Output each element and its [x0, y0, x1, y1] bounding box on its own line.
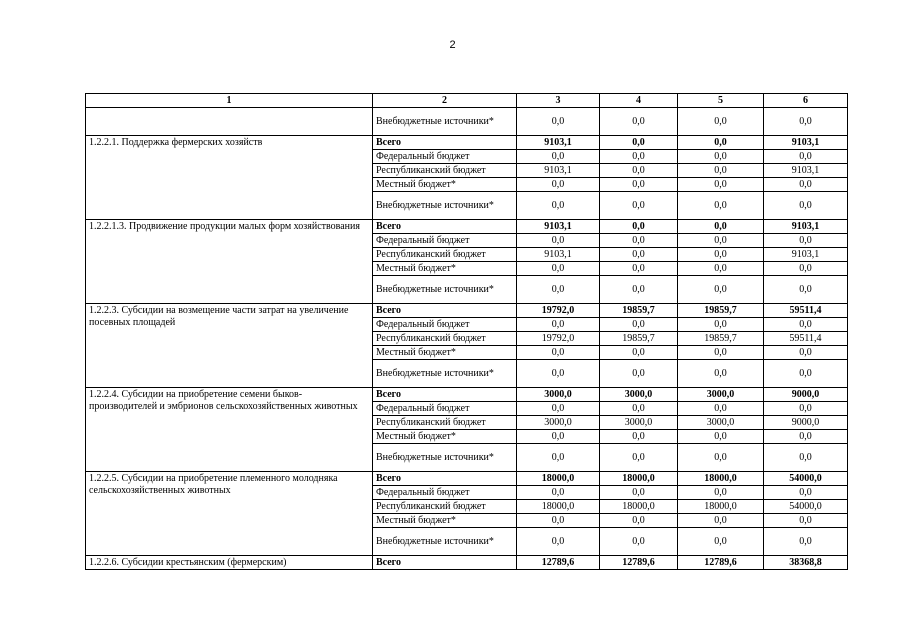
- header-cell: 3: [517, 94, 600, 108]
- value-cell: 9103,1: [764, 164, 848, 178]
- value-cell: 3000,0: [517, 416, 600, 430]
- source-cell: Федеральный бюджет: [373, 150, 517, 164]
- source-cell: Федеральный бюджет: [373, 486, 517, 500]
- value-cell: 0,0: [600, 164, 678, 178]
- value-cell: 0,0: [678, 430, 764, 444]
- source-cell: Всего: [373, 388, 517, 402]
- value-cell: 0,0: [517, 178, 600, 192]
- source-cell: Местный бюджет*: [373, 430, 517, 444]
- source-cell: Всего: [373, 136, 517, 150]
- source-cell: Внебюджетные источники*: [373, 108, 517, 136]
- source-cell: Внебюджетные источники*: [373, 360, 517, 388]
- value-cell: 0,0: [517, 192, 600, 220]
- value-cell: 0,0: [517, 430, 600, 444]
- source-cell: Внебюджетные источники*: [373, 276, 517, 304]
- value-cell: 0,0: [678, 528, 764, 556]
- source-cell: Республиканский бюджет: [373, 500, 517, 514]
- header-cell: 5: [678, 94, 764, 108]
- table-row: [86, 388, 848, 402]
- value-cell: 0,0: [517, 276, 600, 304]
- value-cell: 9000,0: [764, 388, 848, 402]
- value-cell: 0,0: [764, 178, 848, 192]
- value-cell: 0,0: [600, 402, 678, 416]
- value-cell: 0,0: [764, 150, 848, 164]
- table-row: [86, 556, 848, 570]
- source-cell: Республиканский бюджет: [373, 416, 517, 430]
- value-cell: 0,0: [764, 444, 848, 472]
- value-cell: 0,0: [678, 276, 764, 304]
- program-name-cell: 1.2.2.1.3. Продвижение продукции малых форм хозяйствования: [86, 220, 373, 304]
- value-cell: 0,0: [678, 192, 764, 220]
- value-cell: 0,0: [678, 178, 764, 192]
- value-cell: 0,0: [600, 430, 678, 444]
- value-cell: 0,0: [600, 192, 678, 220]
- source-cell: Всего: [373, 304, 517, 318]
- header-cell: 2: [373, 94, 517, 108]
- source-cell: Республиканский бюджет: [373, 164, 517, 178]
- value-cell: 0,0: [600, 248, 678, 262]
- value-cell: 0,0: [517, 514, 600, 528]
- value-cell: 0,0: [517, 528, 600, 556]
- value-cell: 18000,0: [517, 472, 600, 486]
- value-cell: 9103,1: [764, 248, 848, 262]
- value-cell: 0,0: [678, 514, 764, 528]
- source-cell: Федеральный бюджет: [373, 318, 517, 332]
- header-cell: 1: [86, 94, 373, 108]
- value-cell: 0,0: [517, 486, 600, 500]
- value-cell: 0,0: [600, 150, 678, 164]
- value-cell: 0,0: [678, 108, 764, 136]
- value-cell: 0,0: [678, 444, 764, 472]
- value-cell: 0,0: [764, 318, 848, 332]
- page-number: 2: [449, 39, 456, 51]
- value-cell: 3000,0: [600, 388, 678, 402]
- table-row: [86, 472, 848, 486]
- table-row: [86, 220, 848, 234]
- source-cell: Федеральный бюджет: [373, 402, 517, 416]
- value-cell: 0,0: [678, 248, 764, 262]
- program-name-cell: 1.2.2.1. Поддержка фермерских хозяйств: [86, 136, 373, 220]
- value-cell: 0,0: [678, 234, 764, 248]
- value-cell: 0,0: [678, 318, 764, 332]
- value-cell: 0,0: [678, 486, 764, 500]
- value-cell: 0,0: [764, 276, 848, 304]
- value-cell: 9000,0: [764, 416, 848, 430]
- source-cell: Местный бюджет*: [373, 178, 517, 192]
- program-name-cell: 1.2.2.4. Субсидии на приобретение семени быков-производителей и эмбрионов сельскохозяйственных животных: [86, 388, 373, 472]
- value-cell: 0,0: [678, 402, 764, 416]
- value-cell: 0,0: [764, 346, 848, 360]
- value-cell: 0,0: [600, 234, 678, 248]
- table-row: [86, 136, 848, 150]
- value-cell: 9103,1: [517, 164, 600, 178]
- value-cell: 0,0: [600, 262, 678, 276]
- value-cell: 9103,1: [764, 136, 848, 150]
- value-cell: 0,0: [517, 360, 600, 388]
- value-cell: 59511,4: [764, 332, 848, 346]
- value-cell: 12789,6: [517, 556, 600, 570]
- value-cell: 0,0: [517, 444, 600, 472]
- header-cell: 6: [764, 94, 848, 108]
- value-cell: 59511,4: [764, 304, 848, 318]
- source-cell: Внебюджетные источники*: [373, 192, 517, 220]
- value-cell: 3000,0: [678, 416, 764, 430]
- program-name-cell: 1.2.2.5. Субсидии на приобретение племенного молодняка сельскохозяйственных животных: [86, 472, 373, 556]
- value-cell: 0,0: [600, 528, 678, 556]
- source-cell: Местный бюджет*: [373, 262, 517, 276]
- source-cell: Всего: [373, 556, 517, 570]
- table-row: [86, 108, 848, 136]
- value-cell: 18000,0: [600, 500, 678, 514]
- value-cell: 0,0: [764, 430, 848, 444]
- value-cell: 0,0: [678, 164, 764, 178]
- program-name-cell: 1.2.2.6. Субсидии крестьянским (фермерским): [86, 556, 373, 570]
- value-cell: 0,0: [764, 402, 848, 416]
- program-name-cell: 1.2.2.3. Субсидии на возмещение части затрат на увеличение посевных площадей: [86, 304, 373, 388]
- value-cell: 0,0: [764, 528, 848, 556]
- value-cell: 0,0: [600, 514, 678, 528]
- source-cell: Всего: [373, 472, 517, 486]
- value-cell: 0,0: [517, 150, 600, 164]
- value-cell: 0,0: [678, 360, 764, 388]
- value-cell: 19859,7: [678, 332, 764, 346]
- value-cell: 19792,0: [517, 304, 600, 318]
- value-cell: 19859,7: [678, 304, 764, 318]
- value-cell: 54000,0: [764, 472, 848, 486]
- value-cell: 18000,0: [678, 500, 764, 514]
- source-cell: Федеральный бюджет: [373, 234, 517, 248]
- value-cell: 0,0: [678, 262, 764, 276]
- value-cell: 0,0: [517, 108, 600, 136]
- value-cell: 0,0: [764, 262, 848, 276]
- value-cell: 0,0: [600, 136, 678, 150]
- value-cell: 0,0: [764, 192, 848, 220]
- value-cell: 3000,0: [600, 416, 678, 430]
- value-cell: 19859,7: [600, 304, 678, 318]
- header-row: [86, 94, 848, 108]
- value-cell: 12789,6: [600, 556, 678, 570]
- value-cell: 0,0: [600, 178, 678, 192]
- value-cell: 0,0: [678, 220, 764, 234]
- value-cell: 0,0: [600, 444, 678, 472]
- value-cell: 18000,0: [678, 472, 764, 486]
- source-cell: Всего: [373, 220, 517, 234]
- value-cell: 3000,0: [517, 388, 600, 402]
- value-cell: 38368,8: [764, 556, 848, 570]
- header-cell: 4: [600, 94, 678, 108]
- value-cell: 0,0: [600, 486, 678, 500]
- budget-table: [85, 93, 848, 570]
- value-cell: 19792,0: [517, 332, 600, 346]
- value-cell: 3000,0: [678, 388, 764, 402]
- value-cell: 0,0: [764, 234, 848, 248]
- value-cell: 0,0: [517, 234, 600, 248]
- source-cell: Внебюджетные источники*: [373, 444, 517, 472]
- value-cell: 12789,6: [678, 556, 764, 570]
- value-cell: 9103,1: [764, 220, 848, 234]
- value-cell: 0,0: [517, 318, 600, 332]
- value-cell: 0,0: [678, 136, 764, 150]
- value-cell: 18000,0: [517, 500, 600, 514]
- value-cell: 0,0: [764, 108, 848, 136]
- value-cell: 0,0: [600, 346, 678, 360]
- value-cell: 9103,1: [517, 136, 600, 150]
- value-cell: 0,0: [517, 402, 600, 416]
- value-cell: 0,0: [517, 346, 600, 360]
- value-cell: 0,0: [600, 360, 678, 388]
- value-cell: 19859,7: [600, 332, 678, 346]
- value-cell: 0,0: [764, 360, 848, 388]
- value-cell: 54000,0: [764, 500, 848, 514]
- value-cell: 18000,0: [600, 472, 678, 486]
- value-cell: 9103,1: [517, 248, 600, 262]
- value-cell: 0,0: [678, 150, 764, 164]
- value-cell: 0,0: [678, 346, 764, 360]
- value-cell: 0,0: [600, 276, 678, 304]
- source-cell: Местный бюджет*: [373, 346, 517, 360]
- value-cell: 0,0: [764, 486, 848, 500]
- program-name-cell: [86, 108, 373, 136]
- value-cell: 0,0: [600, 108, 678, 136]
- value-cell: 0,0: [517, 262, 600, 276]
- value-cell: 0,0: [600, 220, 678, 234]
- value-cell: 0,0: [600, 318, 678, 332]
- source-cell: Местный бюджет*: [373, 514, 517, 528]
- value-cell: 0,0: [764, 514, 848, 528]
- source-cell: Республиканский бюджет: [373, 332, 517, 346]
- source-cell: Республиканский бюджет: [373, 248, 517, 262]
- source-cell: Внебюджетные источники*: [373, 528, 517, 556]
- table-row: [86, 304, 848, 318]
- value-cell: 9103,1: [517, 220, 600, 234]
